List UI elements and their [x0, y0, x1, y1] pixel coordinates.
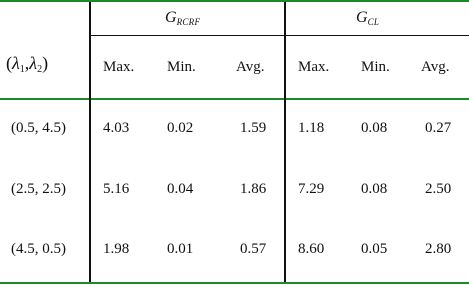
- row-2-rcrf-max: 5.16: [103, 181, 130, 197]
- row-2-cl-max: 7.29: [298, 181, 325, 197]
- group-underline-rcrf: [91, 35, 284, 36]
- row-1-rcrf-avg: 1.59: [240, 120, 267, 136]
- group-header-cl-symbol: G: [356, 9, 368, 26]
- group-underline-cl: [286, 35, 469, 36]
- col-header-cl-min: Min.: [361, 59, 390, 75]
- col-header-rcrf-max: Max.: [103, 59, 135, 75]
- col-header-rcrf-avg: Avg.: [236, 59, 265, 75]
- lambda-symbol-1: λ: [12, 53, 20, 73]
- group-header-cl-subscript: CL: [367, 17, 380, 27]
- row-2-param: (2.5, 2.5): [11, 181, 66, 197]
- row-2-rcrf-avg: 1.86: [240, 181, 267, 197]
- lambda-subscript-2: 2: [37, 64, 43, 75]
- col-header-rcrf-min: Min.: [167, 59, 196, 75]
- row-3-cl-max: 8.60: [298, 241, 325, 257]
- row-3-param: (4.5, 0.5): [11, 241, 66, 257]
- row-1-rcrf-min: 0.02: [167, 120, 194, 136]
- row-2-cl-avg: 2.50: [425, 181, 452, 197]
- table-header-rule: [0, 98, 469, 100]
- row-2-cl-min: 0.08: [361, 181, 388, 197]
- row-3-cl-min: 0.05: [361, 241, 388, 257]
- row-2-rcrf-min: 0.04: [167, 181, 194, 197]
- table-top-rule: [0, 0, 469, 2]
- table-bottom-rule: [0, 282, 469, 284]
- row-1-cl-min: 0.08: [361, 120, 388, 136]
- row-3-rcrf-min: 0.01: [167, 241, 194, 257]
- row-1-cl-avg: 0.27: [425, 120, 452, 136]
- row-1-rcrf-max: 4.03: [103, 120, 130, 136]
- column-divider-right: [284, 2, 286, 282]
- row-1-param: (0.5, 4.5): [11, 120, 66, 136]
- column-divider-left: [89, 2, 91, 282]
- lambda-symbol-2: λ: [29, 53, 38, 73]
- row-3-rcrf-max: 1.98: [103, 241, 130, 257]
- lambda-subscript-1: 1: [19, 64, 25, 75]
- group-header-rcrf-symbol: G: [165, 9, 177, 26]
- group-header-rcrf-subscript: RCRF: [176, 17, 201, 27]
- row-3-rcrf-avg: 0.57: [240, 241, 267, 257]
- col-header-cl-avg: Avg.: [421, 59, 450, 75]
- param-header: $(\lambda_1,\lambda_2)$: [6, 53, 49, 75]
- group-header-rcrf: [165, 9, 200, 31]
- col-header-cl-max: Max.: [298, 59, 330, 75]
- row-3-cl-avg: 2.80: [425, 241, 452, 257]
- row-1-cl-max: 1.18: [298, 120, 325, 136]
- group-header-cl: [356, 9, 379, 31]
